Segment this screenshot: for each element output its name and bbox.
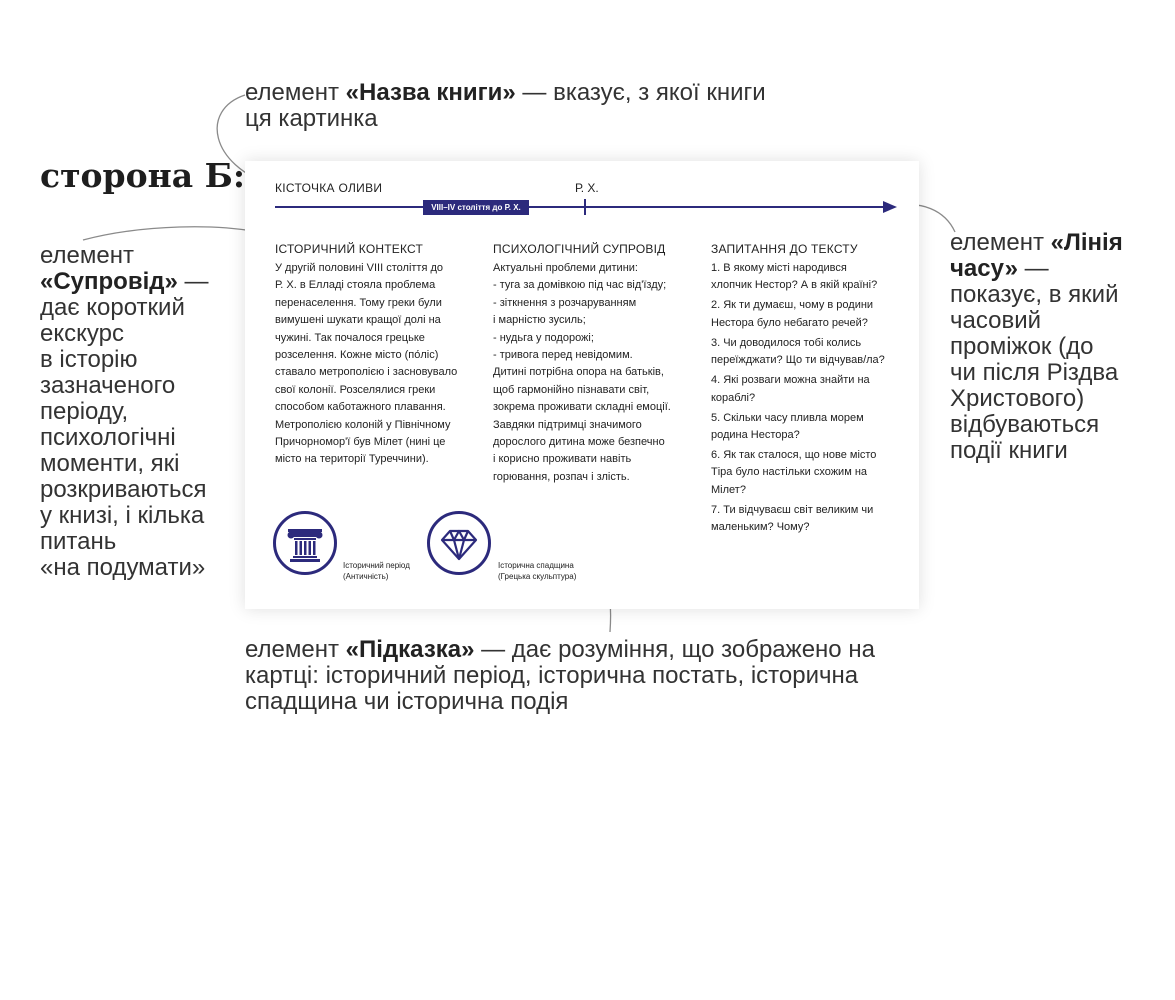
timeline-arrow-icon (883, 201, 897, 213)
text-line: місто на території Туреччини). (275, 453, 429, 466)
text-line: ставало метрополією і засновувало (275, 366, 458, 379)
question-item: 3. Чи доводилося тобі колись переїжджати? Що ти відчував/ла? (711, 336, 885, 367)
question-item: 2. Як ти думаєш, чому в родини Нестора було небагато речей? (711, 299, 874, 329)
column-questions (711, 241, 901, 539)
question-item: 6. Як так сталося, що нове місто Тіра було настільки схожим на Мілет? (711, 449, 877, 496)
text-line: свої колонії. Розселялися греки (275, 383, 436, 396)
text-line: чужині. Так почалося грецьке (275, 331, 425, 344)
column-title: ПСИХОЛОГІЧНИЙ СУПРОВІД (493, 242, 666, 256)
timeline-marker-label: Р. Х. (575, 181, 599, 195)
text-line: дорослого дитина може безпечно (493, 436, 665, 449)
text-line: Дитині потрібна опора на батьків, (493, 366, 664, 379)
diamond-icon (427, 511, 491, 575)
text-line: Актуальні проблеми дитини: (493, 262, 638, 274)
text-line: горювання, розпач і злість. (493, 470, 630, 483)
text-line: Метрополією колоній у Північному (275, 418, 451, 431)
hint-label-heritage: Історична спадщина (Грецька скульптура) (498, 561, 577, 581)
text-line: і корисно проживати навіть (493, 453, 632, 466)
text-line: Причорномор'ї був Мілет (нині це (275, 436, 446, 449)
annotation-book-name: елемент «Назва книги» — вказує, з якої книги ця картинка (245, 79, 766, 132)
question-item: 1. В якому місті народився хлопчик Нестор? А в якій країні? (711, 262, 878, 292)
side-title: сторона Б: (40, 156, 246, 195)
annotation-timeline: елемент «Лінія часу» — показує, в який часовий проміжок (до чи після Різдва Христового) відбуваються події книги (950, 229, 1123, 464)
column-title: ЗАПИТАННЯ ДО ТЕКСТУ (711, 242, 858, 256)
text-line: - зіткнення з розчаруванням (493, 296, 637, 309)
column-title: ІСТОРИЧНИЙ КОНТЕКСТ (275, 242, 424, 256)
text-line: - тривога перед невідомим. (493, 349, 633, 362)
timeline-line (275, 206, 887, 208)
column-icon (273, 511, 337, 575)
text-line: У другій половині VIII століття до (275, 262, 444, 274)
text-line: і марністю зусиль; (493, 314, 586, 327)
annotation-hint: елемент «Підказка» — дає розуміння, що зображено на картці: історичний період, історична постать, історична спадщина чи історична подія (245, 636, 875, 715)
text-line: - нудьга у подорожі; (493, 331, 594, 344)
connector-guide (83, 227, 272, 240)
timeline-period-badge: VIII–IV століття до Р. Х. (423, 200, 529, 215)
card-side-b (245, 161, 919, 609)
book-title: КІСТОЧКА ОЛИВИ (275, 181, 383, 195)
text-line: щоб гармонійно пізнавати світ, (493, 383, 650, 396)
column-psychological-support (493, 241, 693, 486)
annotation-guide: елемент «Супровід» — дає короткий екскурс в історію зазначеного періоду, психологічні моменти, які розкриваються у книзі, і кілька питань «на подумати» (40, 242, 209, 581)
timeline-tick (584, 199, 586, 215)
hint-label-period: Історичний період (Античність) (343, 561, 410, 581)
text-line: способом каботажного плавання. (275, 401, 446, 414)
question-item: 7. Ти відчуваєш світ великим чи маленьким? Чому? (711, 503, 874, 534)
text-line: Р. Х. в Елладі стояла проблема (275, 279, 436, 292)
text-line: - туга за домівкою під час від'їзду; (493, 279, 667, 292)
text-line: зокрема проживати складні емоції. (493, 401, 671, 414)
text-line: розселення. Кожне місто (по́ліс) (275, 349, 439, 362)
column-historical-context (275, 241, 475, 469)
text-line: вимушені шукати кращої долі на (275, 314, 441, 327)
text-line: перенаселення. Тому греки були (275, 296, 442, 309)
question-item: 4. Які розваги можна знайти на кораблі? (711, 374, 870, 404)
question-item: 5. Скільки часу пливла морем родина Нестора? (711, 411, 864, 442)
text-line: Завдяки підтримці значимого (493, 418, 642, 431)
